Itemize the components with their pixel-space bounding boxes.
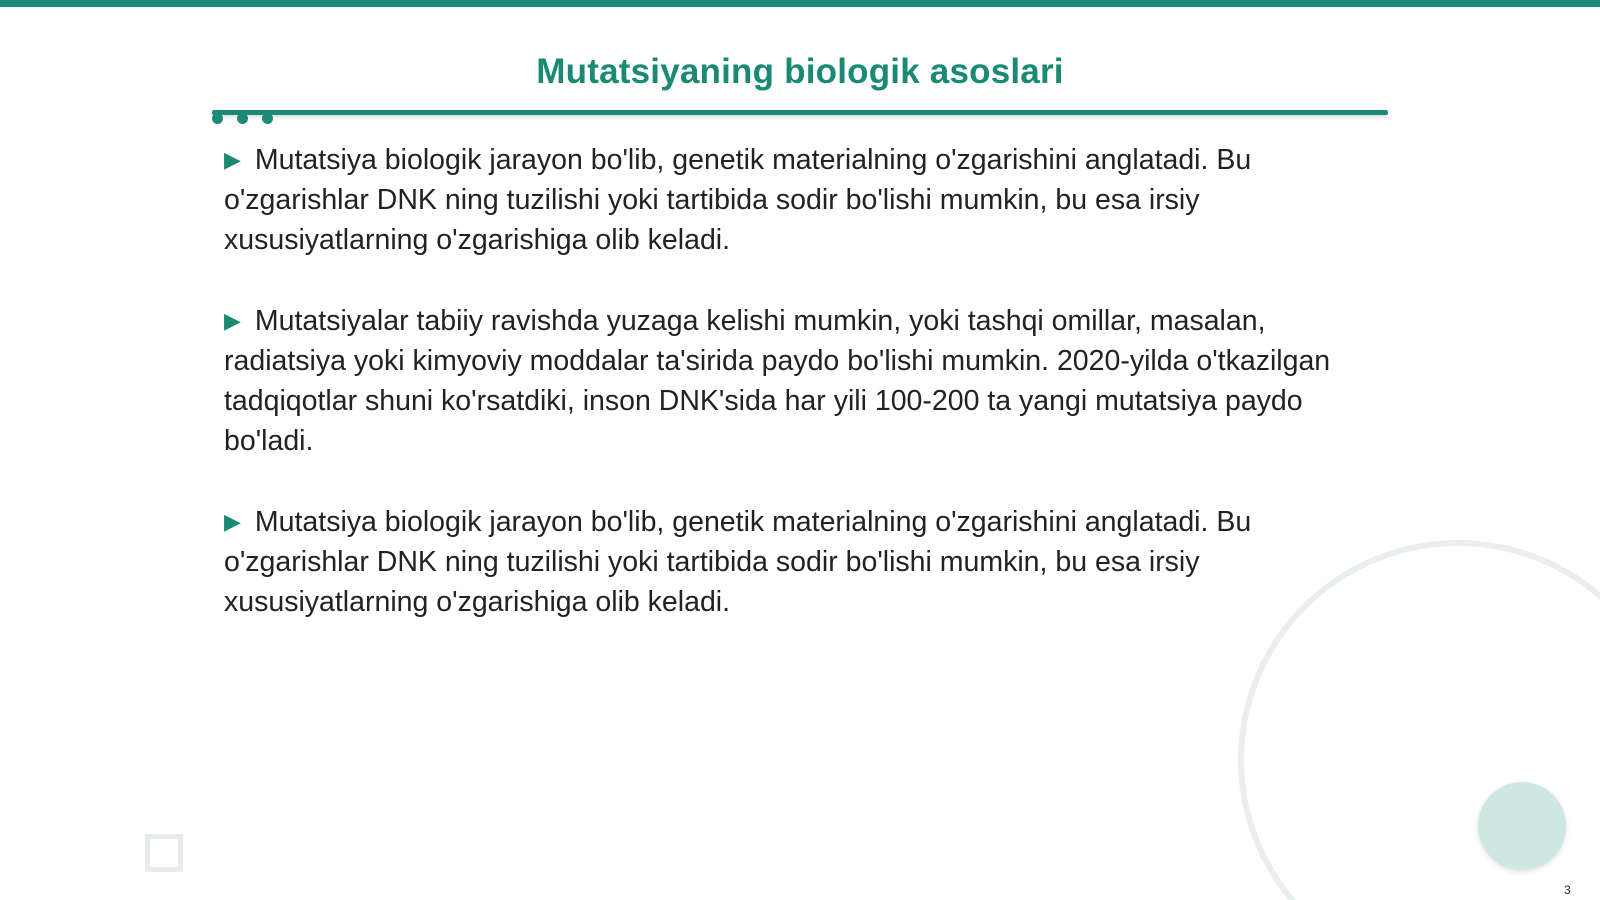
paragraph-text: Mutatsiya biologik jarayon bo'lib, genetik materialning o'zgarishini anglatadi. Bu o'zgarishlar DNK ning tuzilishi yoki tartibida sodir bo'lishi mumkin, bu esa irsiy xususiyatlarning o'zgarishiga olib keladi. — [224, 506, 1252, 618]
page-number: 3 — [1564, 883, 1571, 897]
triangle-right-icon: ▶ — [224, 308, 241, 333]
dot-decoration — [237, 113, 248, 124]
top-accent-bar — [0, 0, 1600, 7]
title-dots-decoration — [212, 113, 282, 127]
title-underline — [212, 110, 1388, 115]
bullet-paragraph-3 — [224, 502, 1344, 622]
dot-decoration — [212, 113, 223, 124]
paragraph-text: Mutatsiya biologik jarayon bo'lib, genetik materialning o'zgarishini anglatadi. Bu o'zgarishlar DNK ning tuzilishi yoki tartibida sodir bo'lishi mumkin, bu esa irsiy xususiyatlarning o'zgarishiga olib keladi. — [224, 144, 1252, 256]
decorative-square — [145, 834, 183, 872]
decorative-circle — [1478, 782, 1566, 870]
bullet-paragraph-2 — [224, 301, 1344, 461]
triangle-right-icon: ▶ — [224, 147, 241, 172]
slide-title: Mutatsiyaning biologik asoslari — [536, 52, 1064, 91]
triangle-right-icon: ▶ — [224, 509, 241, 534]
bullet-list — [224, 140, 1344, 663]
dot-decoration — [262, 113, 273, 124]
paragraph-text: Mutatsiyalar tabiiy ravishda yuzaga kelishi mumkin, yoki tashqi omillar, masalan, radiatsiya yoki kimyoviy moddalar ta'sirida paydo bo'lishi mumkin. 2020-yilda o'tkazilgan tadqiqotlar shuni ko'rsatdiki, inson DNK'sida har yili 100-200 ta yangi mutatsiya paydo bo'ladi. — [224, 305, 1331, 457]
bullet-paragraph-1 — [224, 140, 1344, 260]
